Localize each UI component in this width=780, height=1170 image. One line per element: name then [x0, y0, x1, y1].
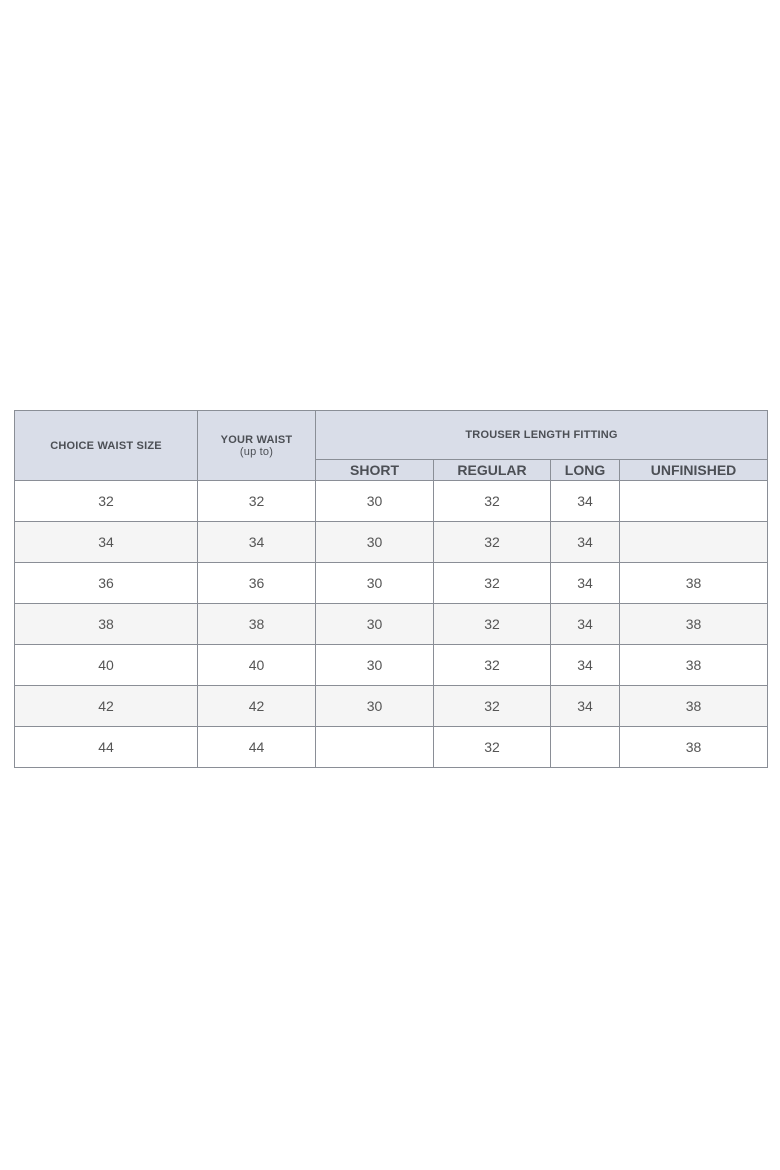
- header-your-waist-note: (up to): [239, 445, 274, 458]
- cell-short: 30: [316, 686, 434, 727]
- cell-long: 34: [551, 563, 620, 604]
- cell-long: 34: [551, 645, 620, 686]
- cell-short: 30: [316, 522, 434, 563]
- table-row: [15, 522, 768, 563]
- size-chart-body: [15, 481, 768, 768]
- cell-short: 30: [316, 563, 434, 604]
- cell-short: 30: [316, 481, 434, 522]
- cell-your-waist: 38: [198, 604, 316, 645]
- cell-your-waist: 44: [198, 727, 316, 768]
- table-row: [15, 563, 768, 604]
- cell-unfinished: 38: [620, 604, 768, 645]
- table-row: [15, 686, 768, 727]
- cell-choice-waist-size: 44: [15, 727, 198, 768]
- header-regular: REGULAR: [434, 460, 551, 481]
- cell-unfinished: 38: [620, 727, 768, 768]
- header-short: SHORT: [316, 460, 434, 481]
- cell-regular: 32: [434, 727, 551, 768]
- table-row: [15, 481, 768, 522]
- cell-your-waist: 36: [198, 563, 316, 604]
- cell-choice-waist-size: 38: [15, 604, 198, 645]
- cell-your-waist: 34: [198, 522, 316, 563]
- cell-long: 34: [551, 522, 620, 563]
- cell-regular: 32: [434, 522, 551, 563]
- cell-regular: 32: [434, 686, 551, 727]
- cell-unfinished: 38: [620, 563, 768, 604]
- cell-unfinished: 38: [620, 686, 768, 727]
- cell-short: 30: [316, 604, 434, 645]
- header-row-main: [15, 411, 768, 460]
- cell-regular: 32: [434, 481, 551, 522]
- header-trouser-length-fitting: TROUSER LENGTH FITTING: [316, 411, 768, 460]
- header-choice-waist-size: CHOICE WAIST SIZE: [15, 411, 198, 481]
- cell-regular: 32: [434, 645, 551, 686]
- cell-regular: 32: [434, 604, 551, 645]
- cell-long: [551, 727, 620, 768]
- cell-choice-waist-size: 36: [15, 563, 198, 604]
- size-chart-header: [15, 411, 768, 481]
- table-row: [15, 727, 768, 768]
- cell-choice-waist-size: 40: [15, 645, 198, 686]
- cell-long: 34: [551, 481, 620, 522]
- cell-long: 34: [551, 604, 620, 645]
- size-chart-table: [14, 410, 768, 768]
- cell-choice-waist-size: 32: [15, 481, 198, 522]
- cell-your-waist: 42: [198, 686, 316, 727]
- cell-short: [316, 727, 434, 768]
- cell-unfinished: 38: [620, 645, 768, 686]
- cell-regular: 32: [434, 563, 551, 604]
- header-your-waist: [198, 411, 316, 481]
- header-your-waist-label: YOUR WAIST: [220, 433, 293, 446]
- table-row: [15, 604, 768, 645]
- cell-choice-waist-size: 42: [15, 686, 198, 727]
- header-unfinished: UNFINISHED: [620, 460, 768, 481]
- cell-unfinished: [620, 481, 768, 522]
- header-long: LONG: [551, 460, 620, 481]
- cell-long: 34: [551, 686, 620, 727]
- table-row: [15, 645, 768, 686]
- cell-your-waist: 40: [198, 645, 316, 686]
- cell-choice-waist-size: 34: [15, 522, 198, 563]
- cell-short: 30: [316, 645, 434, 686]
- cell-your-waist: 32: [198, 481, 316, 522]
- cell-unfinished: [620, 522, 768, 563]
